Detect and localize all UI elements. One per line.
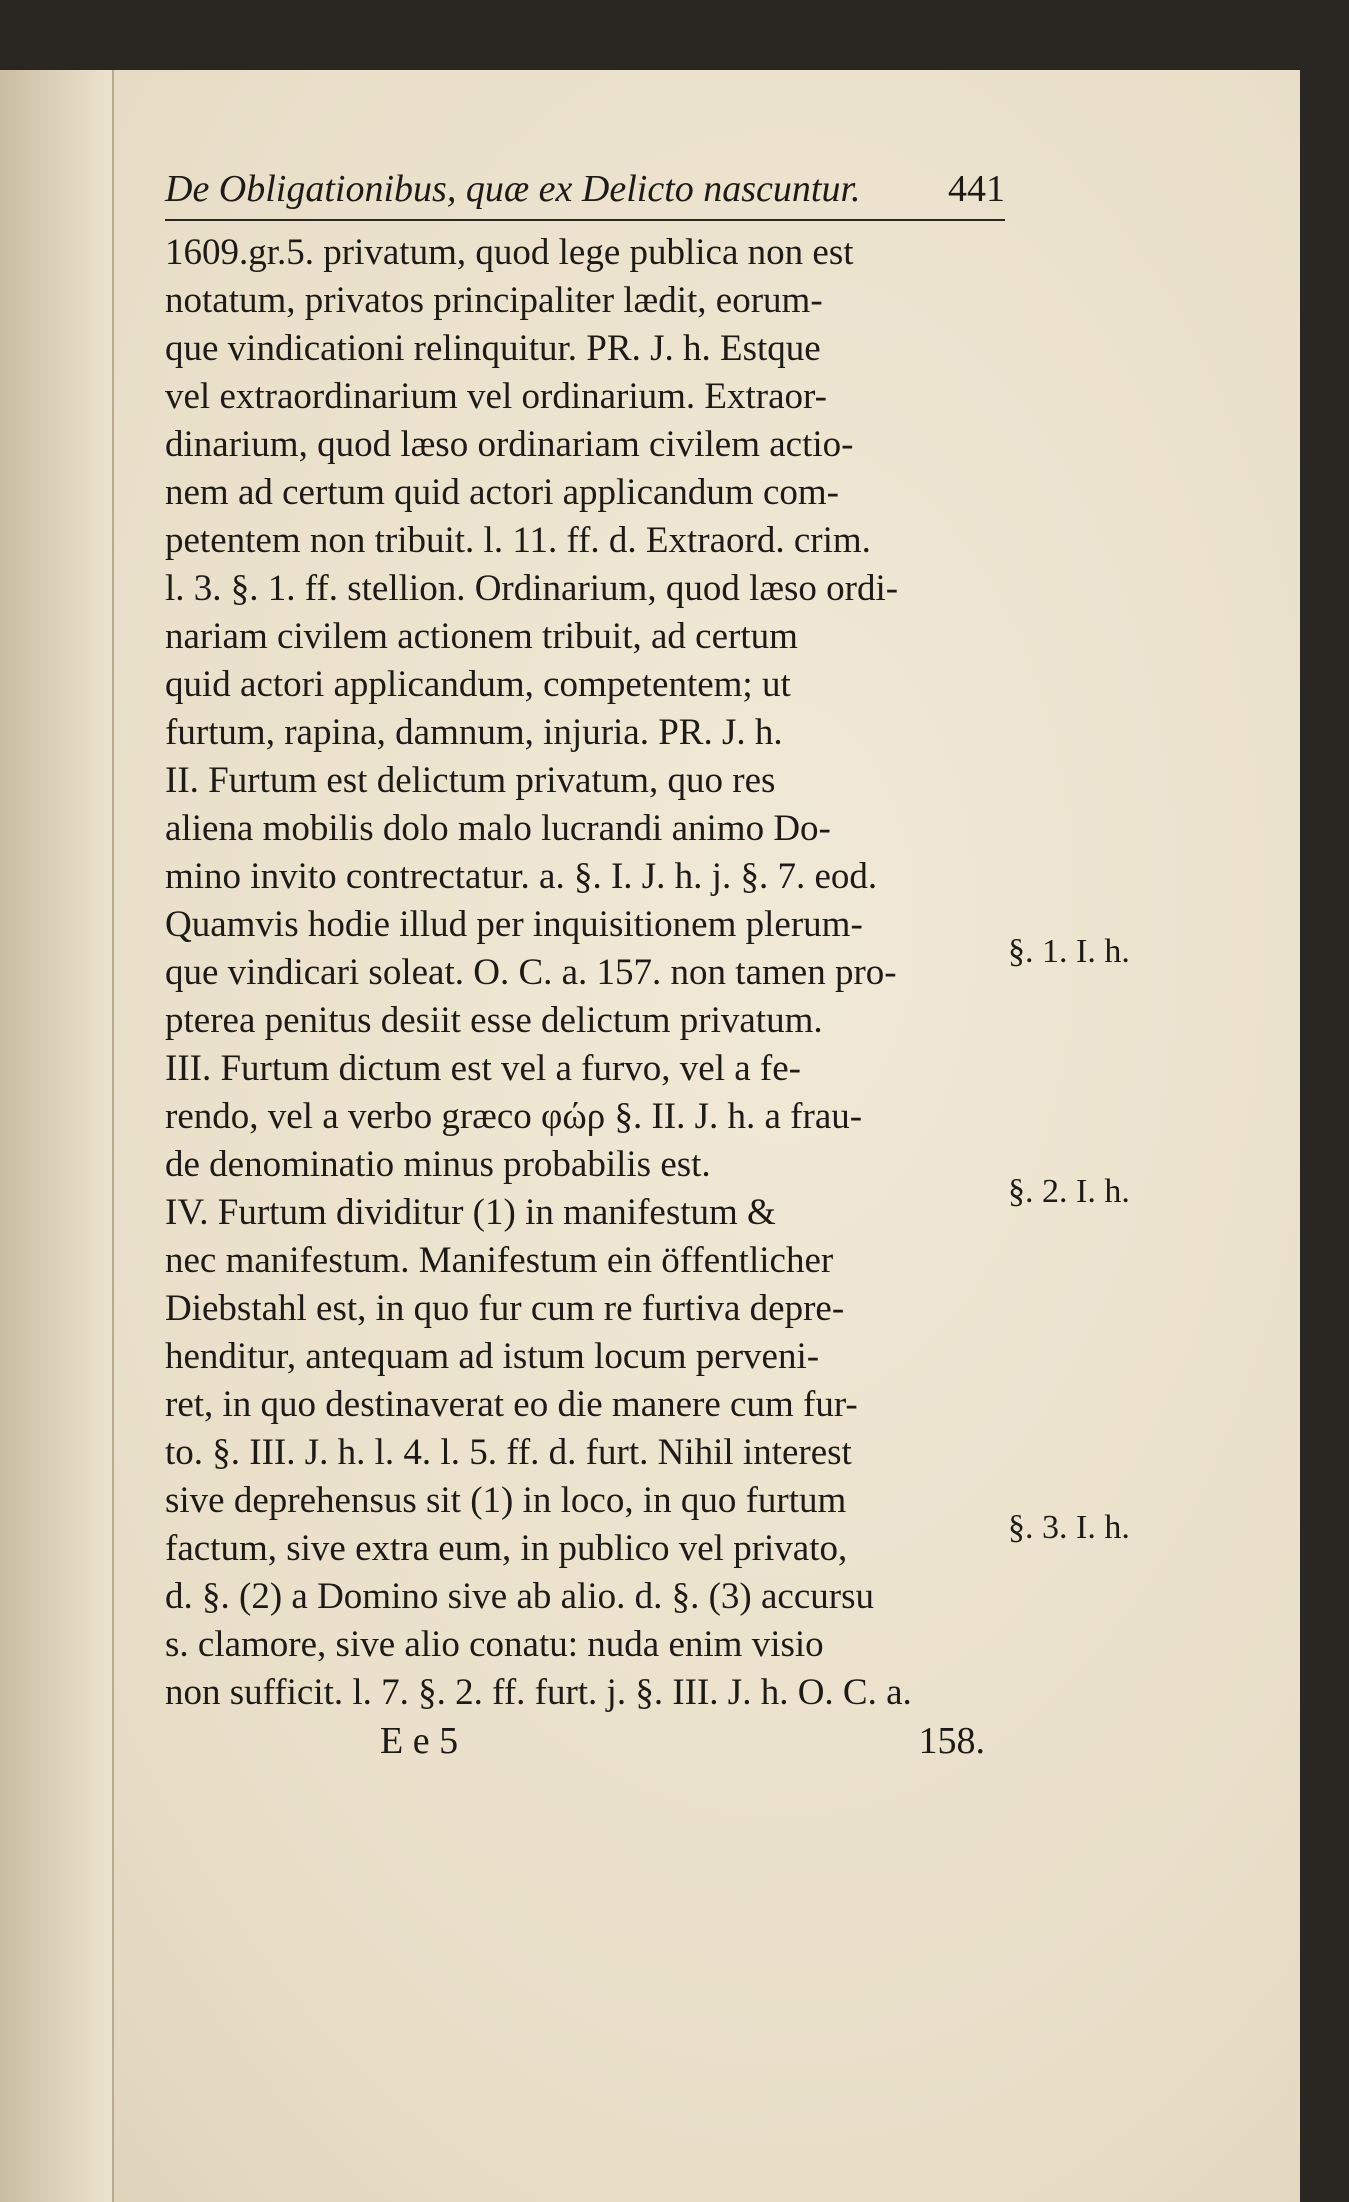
page-number: 441 [948,168,1005,210]
text-line: nem ad certum quid actori applicandum com- [165,472,839,513]
text-line: quid actori applicandum, competentem; ut [165,664,791,705]
running-head-title: De Obligationibus, quæ ex Delicto nascuntur. [165,168,861,210]
margin-note: §. 3. I. h. [1008,1509,1130,1546]
text-line: to. §. III. J. h. l. 4. l. 5. ff. d. furt. Nihil interest [165,1432,852,1473]
book-gutter [0,70,114,2202]
text-line: ret, in quo destinaverat eo die manere cum fur- [165,1384,858,1425]
text-line: nariam civilem actionem tribuit, ad certum [165,616,798,657]
book-page [0,70,1300,2202]
text-line: de denominatio minus probabilis est. [165,1144,711,1185]
signature-mark: E e 5 [380,1720,459,1762]
text-line: d. §. (2) a Domino sive ab alio. d. §. (3) accursu [165,1576,874,1617]
text-line: que vindicari soleat. O. C. a. 157. non tamen pro- [165,952,897,993]
text-line: II. Furtum est delictum privatum, quo res [165,760,776,801]
text-line: rendo, vel a verbo græco φώρ §. II. J. h. a frau- [165,1096,863,1137]
text-line: vel extraordinarium vel ordinarium. Extraor- [165,376,827,417]
text-line: non sufficit. l. 7. §. 2. ff. furt. j. §. III. J. h. O. C. a. [165,1672,912,1713]
text-line: Quamvis hodie illud per inquisitionem plerum- [165,904,863,945]
text-line: factum, sive extra eum, in publico vel privato, [165,1528,848,1569]
running-head [165,165,1005,213]
text-line: que vindicationi relinquitur. PR. J. h. Estque [165,328,821,369]
text-line: 1609.gr.5. privatum, quod lege publica non est [165,232,854,273]
text-line: sive deprehensus sit (1) in loco, in quo furtum [165,1480,847,1521]
text-line: Diebstahl est, in quo fur cum re furtiva depre- [165,1288,845,1329]
text-line: notatum, privatos principaliter lædit, eorum- [165,280,823,321]
text-line: IV. Furtum dividitur (1) in manifestum & [165,1192,776,1233]
header-rule [165,219,1005,221]
text-line: mino invito contrectatur. a. §. I. J. h. j. §. 7. eod. [165,856,878,897]
text-block [165,165,1005,1765]
margin-note: §. 2. I. h. [1008,1173,1130,1210]
text-line: pterea penitus desiit esse delictum privatum. [165,1000,823,1041]
text-line: nec manifestum. Manifestum ein öffentlicher [165,1240,834,1281]
text-line: l. 3. §. 1. ff. stellion. Ordinarium, quod læso ordi- [165,568,899,609]
text-line: dinarium, quod læso ordinariam civilem actio- [165,424,854,465]
text-line: petentem non tribuit. l. 11. ff. d. Extraord. crim. [165,520,871,561]
text-line: aliena mobilis dolo malo lucrandi animo Do- [165,808,831,849]
text-line: s. clamore, sive alio conatu: nuda enim visio [165,1624,824,1665]
text-line: furtum, rapina, damnum, injuria. PR. J. h. [165,712,783,753]
margin-note: §. 1. I. h. [1008,933,1130,970]
text-line: III. Furtum dictum est vel a furvo, vel a fe- [165,1048,801,1089]
page-footer [165,1717,1005,1765]
catchword: 158. [918,1720,985,1762]
text-line: henditur, antequam ad istum locum perveni- [165,1336,820,1377]
